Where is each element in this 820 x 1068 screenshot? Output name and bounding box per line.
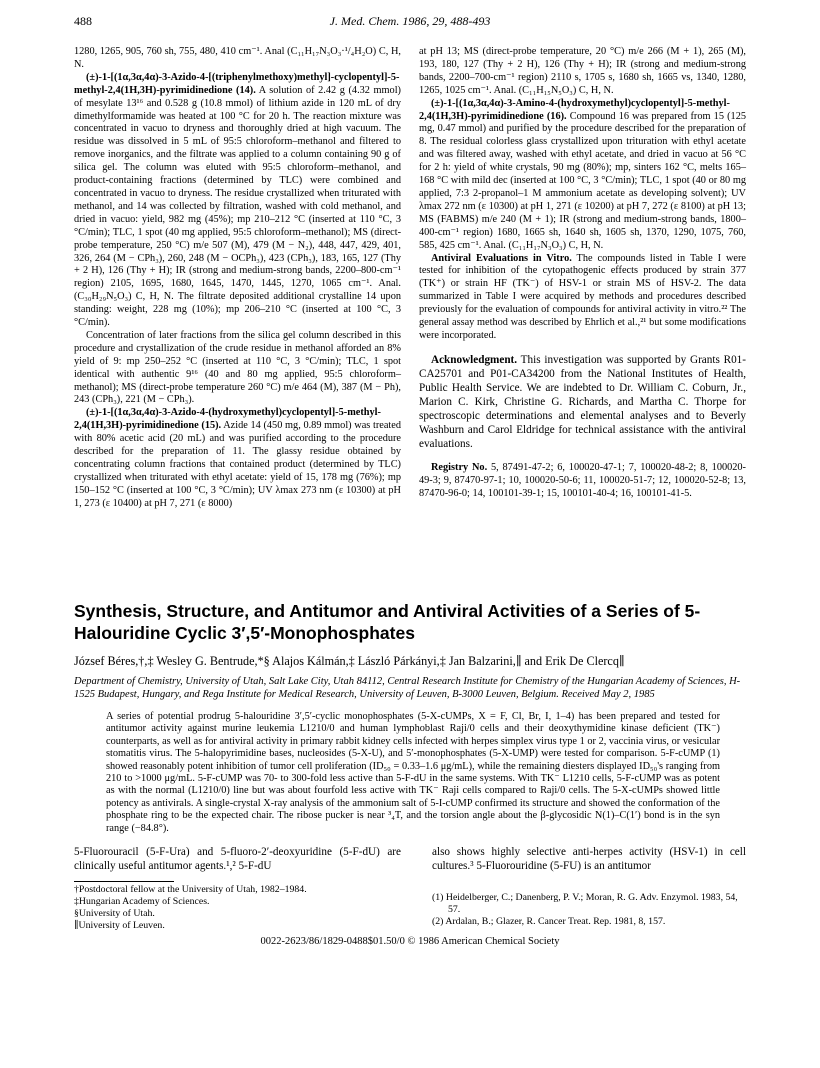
compound-heading: (±)-1-[(1α,3α,4α)-3-Azido-4-[(triphenylmethoxy)methyl]-cyclopentyl]-5-methyl-2,4(1H,3H)-pyrimidinedione (14).	[74, 71, 400, 96]
paragraph: (±)-1-[(1α,3α,4α)-3-Azido-4-(hydroxymethyl)cyclopentyl]-5-methyl-2,4(1H,3H)-pyrimidinedione (15). Azide 14 (450 mg, 0.89 mmol) was treated with 80% acetic acid (20 mL) and was purified according to the procedure described for the preparation of 11. The glassy residue obtained by concentrating column fractions that contained product (determined by TLC) crystallized when triturated with ethyl acetate: yield of 15, 178 mg (76%); mp 150–152 °C (inserted at 100 °C, 3 °C/min); UV λmax 273 nm (ε 10300) at pH 1, 273 (ε 10400) at pH 7, 271 (ε 8000)	[74, 407, 401, 509]
article-authors: József Béres,†,‡ Wesley G. Bentrude,*§ Alajos Kálmán,‡ László Párkányi,‡ Jan Balzarini,∥ and Erik De Clercq∥	[74, 654, 625, 668]
page-number: 488	[74, 14, 92, 28]
paragraph: Concentration of later fractions from the silica gel column described in this procedure and crystallization of the crude residue in methanol afforded an 8% yield of 9: mp 250–252 °C (inserted at 110 °C, 3 °C/min); TLC, 1 spot identical with authentic 9¹⁶ (40 and 80 mg applied, 95:5 chloroform–methanol); MS (direct-probe temperature 260 °C) m/e 464 (M), 387 (M − Ph), 243 (CPh₃), 221 (M − CPh₃).	[74, 329, 401, 406]
intro-left: 5-Fluorouracil (5-F-Ura) and 5-fluoro-2′-deoxyuridine (5-F-dU) are clinically useful antitumor agents.¹,² 5-F-dU	[74, 846, 401, 872]
journal-citation: J. Med. Chem. 1986, 29, 488-493	[329, 14, 491, 28]
paragraph: (±)-1-[(1α,3α,4α)-3-Amino-4-(hydroxymethyl)cyclopentyl]-5-methyl-2,4(1H,3H)-pyrimidinedione (16). Compound 16 was prepared from 15 (125 mg, 0.47 mmol) and purified by the procedure described for the preparation of 8. The residual colorless glass crystallized upon trituration with ethyl acetate and was filtered away, washed with ethyl acetate, and dried in vacuo at 56 °C for 2 h: yield of white crystals, 90 mg (80%); mp, sinters 162 °C, melts 165–168 °C with mild dec (inserted at 100 °C, 3 °C/min); TLC, 1 spot (40 or 80 mg applied, 7:3 2-propanol–1 M ammonium acetate as developing solvent); UV λmax 272 nm (ε 10300) at pH 1, 271 (ε 10200) at pH 7, 272 (ε 8100) at pH 13; MS (FABMS) m/e 240 (M + 1); IR (strong and medium-strong bands, 1800–400-cm⁻¹ region) 1680, 1665 sh, 1640 sh, 1605 sh, 1370, 1290, 1075, 760, 585, 425 cm⁻¹. Anal. (C₁₁H₁₇N₃O₃) C, H, N.	[419, 97, 746, 251]
paragraph: Antiviral Evaluations in Vitro. The compounds listed in Table I were tested for inhibition of the cytopathogenic effects produced by strain 377 (TK⁺) or strain HF (TK⁻) of HSV-1 or strain MS of HSV-2. The data summarized in Table I were acquired by methods and procedures described previously for the evaluation of compounds for antiviral activity in vitro.²² The general assay method was described by Ehrlich et al.,²¹ but some modifications were incorporated.	[419, 252, 746, 341]
article-abstract: A series of potential prodrug 5-halouridine 3′,5′-cyclic monophosphates (5-X-cUMPs, X = F, Cl, Br, I, 1–4) has been prepared and tested for antitumor activity against murine leukemia L1210/0 and human lymphoblast Raji/0 cells and their deoxythymidine kinase deficient (TK⁻) counterparts, as well as for antiviral activity in primary rabbit kidney cells infected with herpes simplex virus type 1 or 2, vaccinia virus, or vesicular stomatitis virus. The 5-halopyrimidine bases, nucleosides (5-X-U), and 5′-monophosphates (5-X-UMP) were tested for comparison. 5-F-cUMP (1) showed reasonably potent inhibition of tumor cell proliferation (ID₅₀ = 0.33–1.6 μg/mL), while the remaining diesters displayed ID₅₀'s ranging from 210 to >1000 μg/mL. 5-F-cUMP was 70- to 300-fold less active than 5-F-dU in the same systems. With TK⁻ L1210 cells, 5-F-cUMP was as potent as with the normal (L1210/0) line but was about fourfold less active with TK⁻ Raji cells compared to Raji/0 cells. The 5-X-cUMPs showed little potency as antivirals. A single-crystal X-ray analysis of the ammonium salt of 5-I-cUMP confirmed its structure and showed the conformation of the phosphate ring to be the expected chair. The ribose pucker is near ³₄T, and the torsion angle about the β-glycosidic N(1)–C(1′) bond is in the syn range (−84.8°).	[106, 711, 720, 834]
running-header	[74, 14, 746, 30]
references	[432, 892, 746, 928]
footnote: §University of Utah.	[74, 908, 155, 919]
paragraph: (±)-1-[(1α,3α,4α)-3-Azido-4-[(triphenylmethoxy)methyl]-cyclopentyl]-5-methyl-2,4(1H,3H)-pyrimidinedione (14). A solution of 2.42 g (4.32 mmol) of mesylate 13¹⁶ and 0.528 g (10.8 mmol) of lithium azide in 120 mL of dry dimethylformamide was heated at 100 °C for 20 h. The reaction mixture was concentrated in vacuo to dryness and thoroughly dried at high vacuum. The residue was dissolved in 5 mL of 95:5 chloroform–methanol and filtered to remove inorganics, and the filtrate was applied to a column containing 90 g of silica gel. The column was eluted with 95:5 chloroform–methanol, and product-containing fractions (determined by TLC) were combined and concentrated in vacuo to dryness. The residue crystallized when triturated with methanol, and 14 was collected by filtration, washed with cold methanol, and dried in vacuo: yield, 982 mg (45%); mp 210–212 °C (inserted at 110 °C, 3 °C/min); TLC, 1 spot (40 mg applied, 95:5 chloroform–methanol); MS (direct-probe temperature, 250 °C) m/e 507 (M), 479 (M − N₂), 448, 447, 429, 401, 326, 264 (M − CPh₃), 260, 248 (M − OCPh₃), 423 (CPh₃), 183, 165, 127 (Thy + 2 H), 126 (Thy + H); IR (strong and medium-strong bands, 2200–800-cm⁻¹ region) 2105, 1695, 1680, 1645, 1470, 1445, 1270, 1065 cm⁻¹. Anal. (C₃₀H₂₉N₅O₃) C, H, N. The filtrate deposited additional crystalline 14 upon standing: weight, 228 mg (10%); mp 206–210 °C (inserted at 100 °C, 3 °C/min).	[74, 71, 401, 329]
reference: (1) Heidelberger, C.; Danenberg, P. V.; Moran, R. G. Adv. Enzymol. 1983, 54, 57.	[432, 892, 738, 915]
left-column	[74, 46, 401, 511]
compound-heading: (±)-1-[(1α,3α,4α)-3-Amino-4-(hydroxymethyl)cyclopentyl]-5-methyl-2,4(1H,3H)-pyrimidinedione (16).	[419, 97, 730, 122]
section-heading: Acknowledgment.	[431, 353, 518, 366]
paragraph: 1280, 1265, 905, 760 sh, 755, 480, 410 cm⁻¹. Anal (C₁₁H₁₇N₃O₃·¹/₄H₂O) C, H, N.	[74, 46, 401, 70]
intro-right: also shows highly selective anti-herpes activity (HSV-1) in cell cultures.³ 5-Fluorouridine (5-FU) is an antitumor	[432, 846, 746, 872]
paragraph: at pH 13; MS (direct-probe temperature, 20 °C) m/e 266 (M + 1), 265 (M), 193, 180, 127 (Thy + 2 H), 126 (Thy + H); IR (strong and medium-strong bands, 2200–700-cm⁻¹ region) 2110 s, 1705 s, 1680 sh, 1665 vs, 1340, 1280, 1265, 1025 cm⁻¹. Anal. (C₁₁H₁₅N₅O₃) C, H, N.	[419, 46, 746, 96]
footnotes	[74, 884, 401, 932]
section-heading: Antiviral Evaluations in Vitro.	[431, 252, 572, 264]
footnote: †Postdoctoral fellow at the University of Utah, 1982–1984.	[74, 884, 307, 895]
footnote-rule	[74, 881, 174, 882]
registry-numbers: Registry No. 5, 87491-47-2; 6, 100020-47-1; 7, 100020-48-2; 8, 100020-49-3; 9, 87470-97-1; 10, 100020-50-6; 11, 100020-51-7; 12, 100020-52-8; 13, 87470-96-0; 14, 100101-39-1; 15, 100101-40-4; 16, 100101-41-5.	[419, 461, 746, 499]
right-column	[419, 46, 746, 500]
reference: (2) Ardalan, B.; Glazer, R. Cancer Treat. Rep. 1981, 8, 157.	[432, 916, 666, 927]
footnote: ∥University of Leuven.	[74, 920, 165, 931]
footnote: ‡Hungarian Academy of Sciences.	[74, 896, 210, 907]
compound-heading: (±)-1-[(1α,3α,4α)-3-Azido-4-(hydroxymethyl)cyclopentyl]-5-methyl-2,4(1H,3H)-pyrimidinedione (15).	[74, 407, 381, 432]
section-heading: Registry No.	[431, 461, 488, 473]
article-title: Synthesis, Structure, and Antitumor and Antiviral Activities of a Series of 5-Halouridine Cyclic 3′,5′-Monophosphates	[74, 601, 701, 643]
article-affiliation: Department of Chemistry, University of Utah, Salt Lake City, Utah 84112, Central Research Institute for Chemistry of the Hungarian Academy of Sciences, H-1525 Budapest, Hungary, and Rega Institute for Medical Research, University of Leuven, B-3000 Leuven, Belgium. Received May 2, 1985	[74, 676, 741, 700]
acknowledgment: Acknowledgment. This investigation was supported by Grants R01-CA25701 and P01-CA34200 from the National Institutes of Health, Public Health Service. We are indebted to Dr. William C. Coburn, Jr., Marion C. Kirk, Christine G. Richards, and Martha C. Thorpe for spectroscopic determinations and elemental analyses and to Beverly Washburn and Carol Eldridge for technical assistance with the antiviral evaluations.	[419, 353, 746, 450]
page-footer: 0022-2623/86/1829-0488$01.50/0 © 1986 American Chemical Society	[260, 936, 560, 947]
